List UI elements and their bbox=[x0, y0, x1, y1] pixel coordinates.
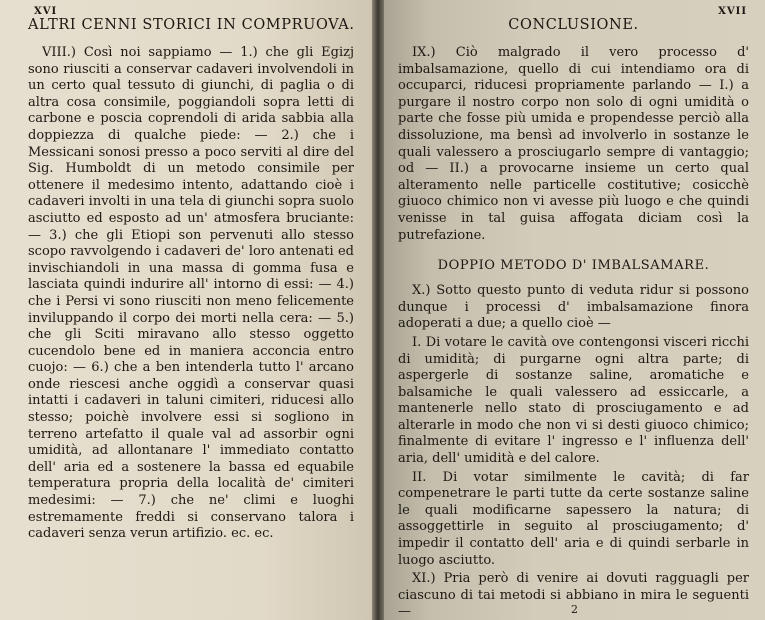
paragraph-method-ii: II. Di votar similmente le cavità; di far compenetrare le parti tutte da certe sostanze saline le quali modificarne sapessero la natura; di assoggettirle in seguito al prosciugamento; d' impedir il contatto dell' aria e di quindi serbarle in luogo asciutto. bbox=[398, 469, 749, 568]
body-text bbox=[398, 283, 749, 620]
section-heading: DOPPIO METODO D' IMBALSAMARE. bbox=[437, 258, 710, 274]
paragraph-viii: VIII.) Così noi sappiamo — 1.) che gli Egizj sono riusciti a conservar cadaveri involvendoli in un certo qual tessuto di giunchi, di paglia o di altra cosa consimile, poggiandoli sopra letti di carbone e poscia coprendoli di arida sabbia alla doppiezza di qualche piede: — 2.) che i Messicani sonosi presso a poco serviti al dire del Sig. Humboldt di un metodo consimile per ottenere il medesimo intento, adattando cioè i cadaveri involti in una tela di giunchi sopra suolo asciutto ed esposto ad un' atmosfera bruciante: — 3.) che gli Etiopi son pervenuti allo stesso scopo ravvolgendo i cadaveri de' loro antenati ed invischiandoli in una massa di gomma fusa e lasciata quindi indurire all' intorno di essi: — 4.) che i Persi vi sono riusciti non meno felicemente inviluppando il corpo dei morti nella cera: — 5.) che gli Sciti miravano allo stesso oggetto cucendolo bene ed in maniera acconcia entro cuojo: — 6.) che a ben intenderla tutto l' arcano onde riescesi anche oggidì a conservar quasi intatti i cadaveri in taluni cimiteri, riducesi allo stesso; poichè involvere essi si sogliono in terreno artefatto il quale val ad assorbir ogni umidità, ad allontanare l' immediato contatto dell' aria ed a sostenere la bassa ed equabile temperatura propria della località de' cimiteri medesimi: — 7.) che ne' climi e luoghi estremamente freddi si conservano talora i cadaveri senza verun artifizio. ec. ec. bbox=[28, 45, 354, 542]
body-text bbox=[28, 45, 354, 543]
paragraph-method-i: I. Di votare le cavità ove contengonsi visceri ricchi di umidità; di purgarne ogni altra parte; di aspergerle di sostanze saline, aromatiche e balsamiche le quali valessero ad essiccarle, a mantenerle nello stato di prosciugamento e ad alterarle in modo che non vi si desti giuoco chimico; finalmente di evitare l' ingresso e l' influenza dell' aria, dell' umidità e del calore. bbox=[398, 334, 749, 467]
book-gutter bbox=[372, 0, 384, 620]
running-head: CONCLUSIONE. bbox=[508, 17, 639, 33]
right-page bbox=[384, 0, 765, 620]
paragraph-xi: XI.) Pria però di venire ai dovuti ragguagli per ciascuno di tai metodi si abbiano in mira le seguenti — bbox=[398, 571, 749, 620]
paragraph-x: X.) Sotto questo punto di veduta ridur si possono dunque i processi d' imbalsamazione finora adoperati a due; a quello cioè — bbox=[398, 283, 749, 332]
paragraph-ix: IX.) Ciò malgrado il vero processo d' imbalsamazione, quello di cui intendiamo ora di occuparci, riducesi propriamente parlando — I.) a purgare il nostro corpo non solo di ogni umidità o parte che fosse più umida e propendesse perciò alla dissoluzione, ma bensì ad involverlo in sostanze le quali valessero a prosciugarlo sempre di vantaggio; od — II.) a provocarne insieme un certo qual alteramento nelle particelle costitutive; cosicchè giuoco chimico non vi avesse più luogo e che quindi venisse in tal guisa affogata diciam così la putrefazione. bbox=[398, 45, 749, 243]
page-number: XVII bbox=[718, 6, 747, 17]
running-head: ALTRI CENNI STORICI IN COMPRUOVA. bbox=[28, 17, 355, 33]
page-number: XVI bbox=[34, 6, 58, 17]
body-text bbox=[398, 45, 749, 244]
signature-mark: 2 bbox=[571, 603, 578, 616]
left-page bbox=[0, 0, 372, 620]
